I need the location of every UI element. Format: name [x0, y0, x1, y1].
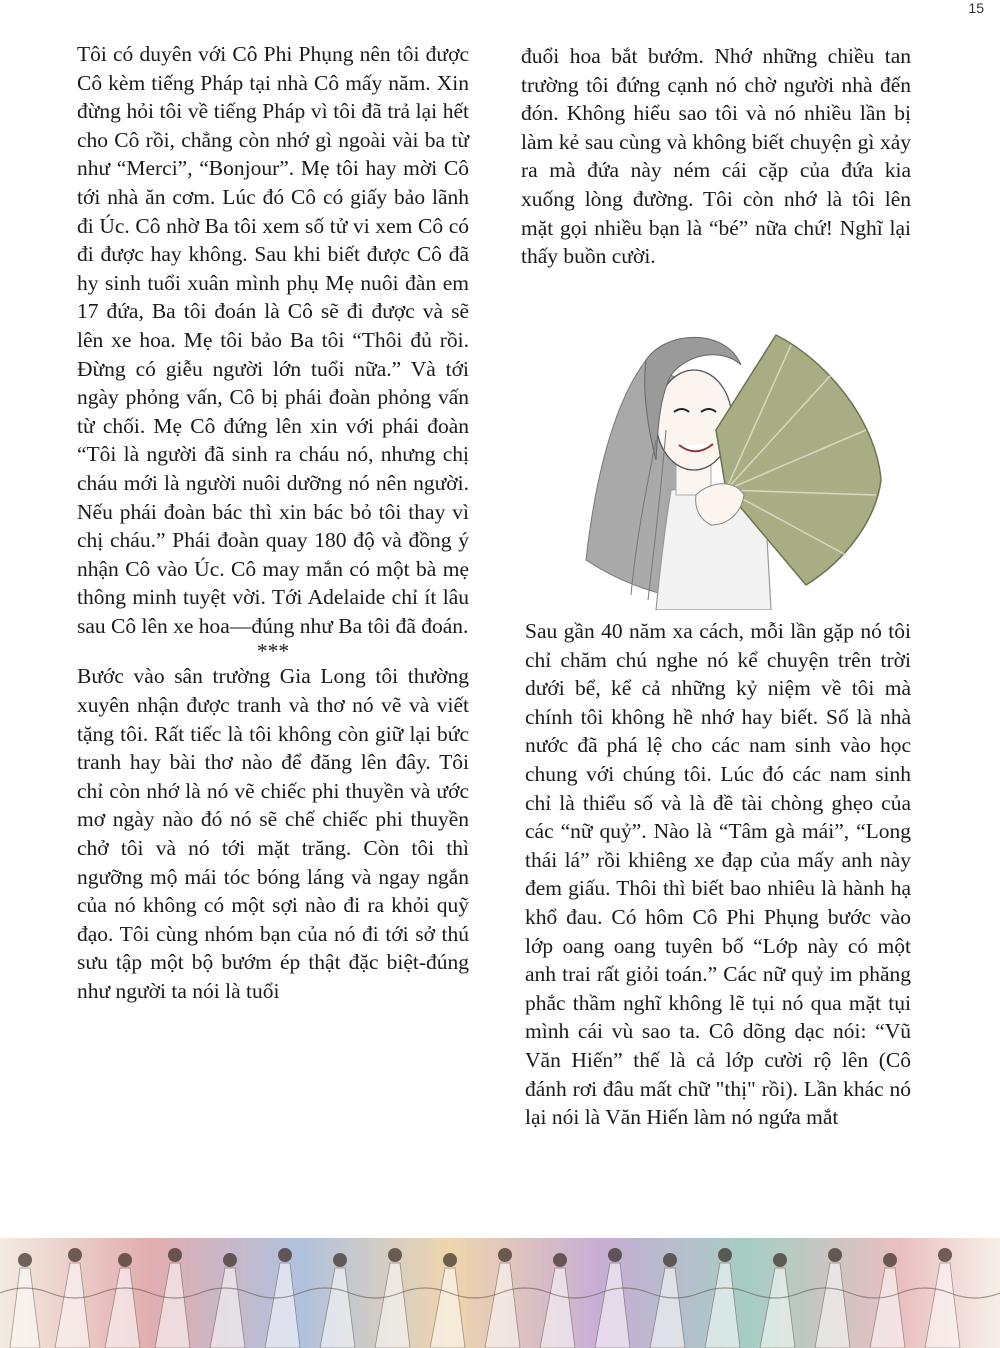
decorative-footer-band	[0, 1238, 1000, 1348]
page-number: 15	[968, 0, 984, 16]
right-column-bottom	[525, 617, 911, 1132]
left-column	[77, 40, 469, 1006]
section-separator: ***	[256, 639, 290, 664]
paragraph-butterflies: đuổi hoa bắt bướm. Nhớ những chiều tan trường tôi đứng cạnh nó chờ người nhà đến đón. Không hiểu sao tôi và nó nhiều lần bị làm kẻ sau cùng và không biết chuyện gì xảy ra mà đứa này ném cái cặp của đứa kia xuống lòng đường. Tôi còn nhớ là tôi lên mặt gọi nhiều bạn là “bé” nữa chứ! Nghĩ lại thấy buồn cười.	[521, 44, 911, 269]
girl-with-fan-illustration	[576, 320, 896, 610]
paragraph-gia-long: Bước vào sân trường Gia Long tôi thường xuyên nhận được tranh và thơ nó vẽ và viết tặng tôi. Rất tiếc là tôi không còn giữ lại bức tranh hay bài thơ nào để đăng lên đây. Tôi chỉ còn nhớ là nó vẽ chiếc phi thuyền và ước mơ ngày nào đó nó sẽ chế chiếc phi thuyền chở tôi và nó tới mặt trăng. Còn tôi thì ngưỡng mộ mái tóc bóng láng và ngay ngắn của nó không có một sợi nào đi ra khỏi quỹ đạo. Tôi cùng nhóm bạn của nó đi tới sở thú sưu tập một bộ bướm ép thật đặc biệt-đúng như người ta nói là tuổi	[77, 664, 469, 1003]
paragraph-reunion: Sau gần 40 năm xa cách, mỗi lần gặp nó tôi chỉ chăm chú nghe nó kể chuyện trên trời dưới bể, kể cả những kỷ niệm về tôi mà chính tôi không hề nhớ hay biết. Số là nhà nước đã phá lệ cho các nam sinh vào học chung với chúng tôi. Lúc đó các nam sinh chỉ là thiểu số và là đề tài chòng ghẹo của các “nữ quỷ”. Nào là “Tâm gà mái”, “Long thái lá” rồi khiêng xe đạp của mấy anh này đem giấu. Thôi thì biết bao nhiêu là hành hạ khổ đau. Có hôm Cô Phi Phụng bước vào lớp oang oang tuyên bố “Lớp này có một anh trai rất giỏi toán.” Các nữ quỷ im phăng phắc thầm nghĩ không lẽ tụi nó qua mặt tụi mình cái vù sao ta. Cô dõng dạc nói: “Vũ Văn Hiến” thế là cả lớp cười rộ lên (Cô đánh rơi đâu mất chữ "thị" rồi). Lần khác nó lại nói là Văn Hiến làm nó ngứa mắt	[525, 619, 911, 1130]
right-column-top	[521, 42, 911, 271]
paragraph-french-lessons: Tôi có duyên với Cô Phi Phụng nên tôi được Cô kèm tiếng Pháp tại nhà Cô mấy năm. Xin đừng hỏi tôi về tiếng Pháp vì tôi đã trả lại hết cho Cô rồi, chẳng còn nhớ gì ngoài vài ba từ như “Merci”, “Bonjour”. Mẹ tôi hay mời Cô tới nhà ăn cơm. Lúc đó Cô có giấy bảo lãnh đi Úc. Cô nhờ Ba tôi xem số tử vi xem Cô có đi được hay không. Sau khi biết được Cô đã hy sinh tuổi xuân mình phụ Mẹ nuôi đàn em 17 đứa, Ba tôi đoán là Cô sẽ đi được và sẽ lên xe hoa. Mẹ tôi bảo Ba tôi “Thôi đủ rồi. Đừng có giễu người lớn tuổi nữa.” Và tới ngày phỏng vấn, Cô bị phái đoàn phỏng vấn từ chối. Mẹ Cô đứng lên xin với phái đoàn “Tôi là người đã sinh ra cháu nó, nhưng chị cháu mới là người nuôi dưỡng nó nên người. Nếu phái đoàn bác thì xin bác bỏ tôi thay vì chị cháu.” Phái đoàn quay 180 độ và đồng ý nhận Cô vào Úc. Cô may mắn có một bà mẹ thông minh tuyệt vời. Tới Adelaide chỉ ít lâu sau Cô lên xe hoa—đúng như Ba tôi đã đoán.	[77, 42, 469, 638]
